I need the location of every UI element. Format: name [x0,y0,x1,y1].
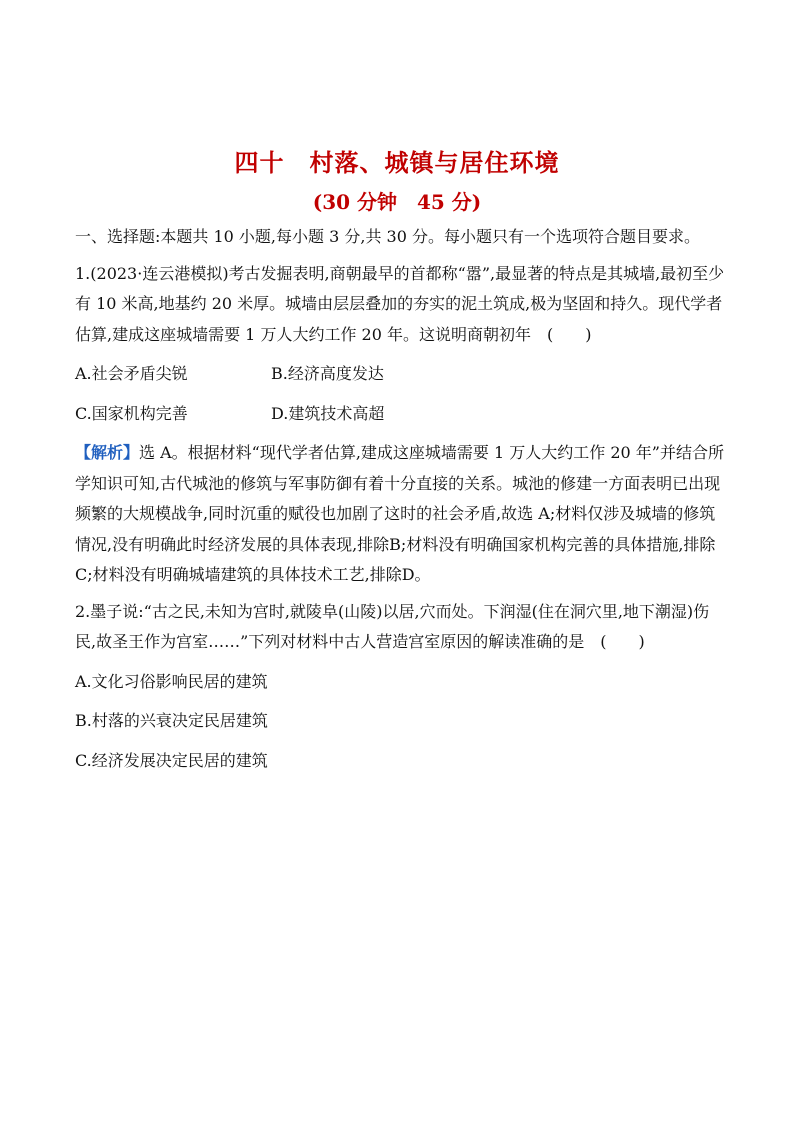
question-1-options-row-2 [75,399,730,430]
analysis-label: 【解析】 [75,443,140,462]
analysis-text: 选 A。根据材料“现代学者估算,建成这座城墙需要 1 万人大约工作 20 年”并结合所学知识可知,古代城池的修筑与军事防御有着十分直接的关系。城池的修建一方面表明已出现频繁的大规模战争,同时沉重的赋役也加剧了这时的社会矛盾,故选 A;材料仅涉及城墙的修筑情况,没有明确此时经济发展的具体表现,排除B;材料没有明确国家机构完善的具体措施,排除C;材料没有明确城墙建筑的具体技术工艺,排除D。 [75,443,724,584]
question-1-option-b: B.经济高度发达 [271,364,384,383]
document-body [75,222,730,776]
question-1-option-c: C.国家机构完善 [75,403,188,423]
question-2-option-c: C.经济发展决定民居的建筑 [75,750,268,770]
page-subtitle: (30 分钟 45 分) [312,190,482,214]
question-1-analysis [75,438,730,591]
question-1-option-a: A.社会矛盾尖锐 [75,364,188,383]
section-instructions: 一、选择题:本题共 10 小题,每小题 3 分,共 30 分。每小题只有一个选项符合题目要求。 [75,227,700,246]
question-2-stem: 2.墨子说:“古之民,未知为宫时,就陵阜(山陵)以居,穴而处。下润湿(住在洞穴里,地下潮湿)伤民,故圣王作为宫室……”下列对材料中古人营造宫室原因的解读准确的是 ( ) [75,601,710,651]
question-1-options-row-1 [75,359,730,390]
page-title: 四十 村落、城镇与居住环境 [234,149,560,177]
question-2-option-a: A.文化习俗影响民居的建筑 [75,671,268,691]
question-1-stem: 1.(2023·连云港模拟)考古发掘表明,商朝最早的首都称“嚣”,最显著的特点是其城墙,最初至少有 10 米高,地基约 20 米厚。城墙由层层叠加的夯实的泥土筑成,极为坚固和持久。现代学者估算,建成这座城墙需要 1 万人大约工作 20 年。这说明商朝初年 ( ) [75,263,725,344]
question-2-option-b: B.村落的兴衰决定民居建筑 [75,711,268,730]
question-1-option-d: D.建筑技术高超 [271,403,385,423]
